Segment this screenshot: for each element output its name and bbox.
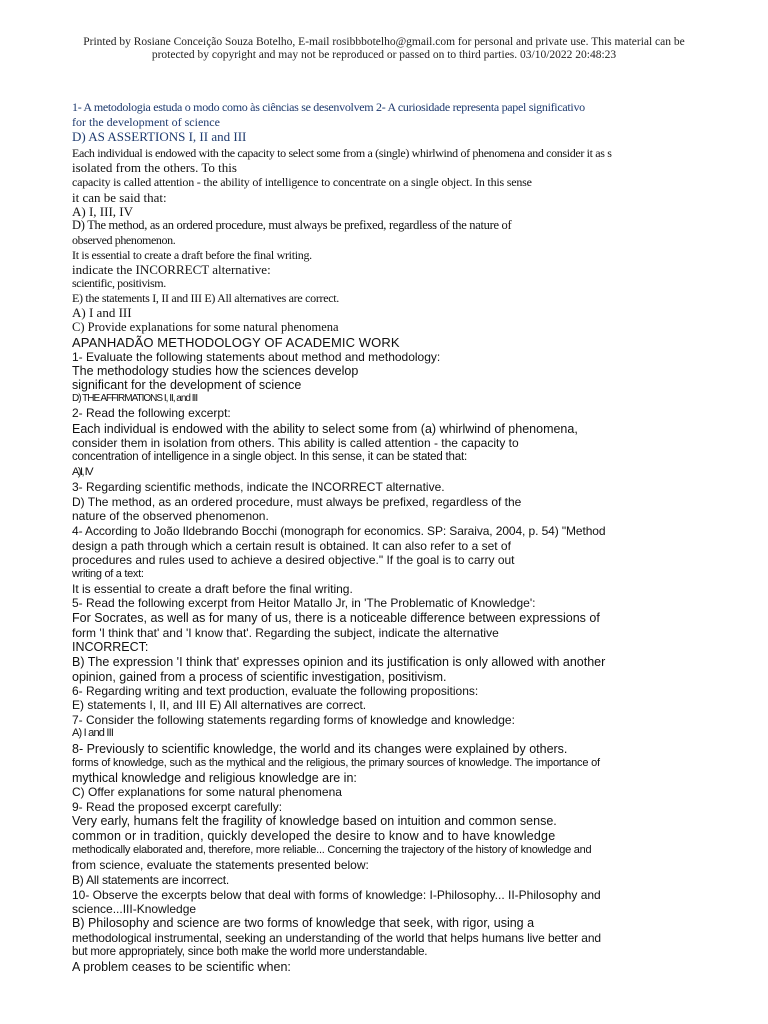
question-heading: 3- Regarding scientific methods, indicate the INCORRECT alternative. — [72, 480, 445, 494]
print-notice-header — [40, 36, 728, 62]
text-line: design a path through which a certain result is obtained. It can also refer to a set of — [72, 539, 511, 553]
text-line: procedures and rules used to achieve a desired objective." If the goal is to carry out — [72, 553, 515, 567]
text-line: writing of a text: — [72, 568, 144, 580]
text-line: Each individual is endowed with the ability to select some from (a) whirlwind of phenomena, — [72, 422, 578, 436]
question-heading: 2- Read the following excerpt: — [72, 406, 231, 420]
answer-line: B) Philosophy and science are two forms of knowledge that seek, with rigor, using a — [72, 916, 535, 930]
text-line: form 'I think that' and 'I know that'. Regarding the subject, indicate the alternative — [72, 626, 499, 640]
question-heading: A problem ceases to be scientific when: — [72, 960, 291, 974]
section-title: APANHADÃO METHODOLOGY OF ACADEMIC WORK — [72, 335, 400, 350]
text-line: scientific, positivism. — [72, 276, 166, 290]
text-line: indicate the INCORRECT alternative: — [72, 262, 271, 277]
answer-line: but more appropriately, since both make the world more understandable. — [72, 946, 428, 958]
text-line: from science, evaluate the statements presented below: — [72, 858, 369, 872]
text-line: D) The method, as an ordered procedure, must always be prefixed, regardless of the — [72, 495, 522, 509]
text-line: For Socrates, as well as for many of us, there is a noticeable difference between expressions of — [72, 611, 600, 625]
text-line: concentration of intelligence in a single object. In this sense, it can be stated that: — [72, 451, 467, 463]
text-line: significant for the development of science — [72, 378, 302, 392]
text-line: methodically elaborated and, therefore, more reliable... Concerning the trajectory of the history of knowledge and — [72, 844, 592, 856]
text-line: common or in tradition, quickly developed the desire to know and to have knowledge — [72, 829, 556, 843]
answer-line: methodological instrumental, seeking an understanding of the world that helps humans live better and — [72, 931, 601, 945]
answer-line: B) All statements are incorrect. — [72, 873, 229, 887]
text-line: mythical knowledge and religious knowledge are in: — [72, 771, 357, 785]
answer-line: opinion, gained from a process of scientific investigation, positivism. — [72, 670, 447, 684]
answer-line: It is essential to create a draft before the final writing. — [72, 582, 353, 596]
answer-line: B) The expression 'I think that' expresses opinion and its justification is only allowed with another — [72, 655, 606, 669]
text-line: 1- A metodologia estuda o modo como às ciências se desenvolvem 2- A curiosidade representa papel significativo — [72, 100, 585, 114]
question-heading: 4- According to João Ildebrando Bocchi (monograph for economics. SP: Saraiva, 2004, p. 54) "Method — [72, 524, 606, 538]
text-line: forms of knowledge, such as the mythical and the religious, the primary sources of knowledge. The importance of — [72, 757, 600, 769]
answer-line: E) statements I, II, and III E) All alternatives are correct. — [72, 698, 367, 712]
text-line: isolated from the others. To this — [72, 160, 237, 175]
answer-line: A)I, IV — [72, 466, 93, 478]
answer-line: A) I and III — [72, 727, 114, 739]
answer-line: D) THE AFFIRMATIONS I, II, and III — [72, 393, 198, 404]
text-line: nature of the observed phenomenon. — [72, 509, 269, 523]
answer-line: C) Offer explanations for some natural phenomena — [72, 785, 342, 799]
text-line: it can be said that: — [72, 190, 167, 205]
text-line: for the development of science — [72, 115, 220, 129]
text-line: science...III-Knowledge — [72, 902, 197, 916]
question-heading: 6- Regarding writing and text production, evaluate the following propositions: — [72, 684, 479, 698]
question-heading: 9- Read the proposed excerpt carefully: — [72, 800, 283, 814]
text-line: E) the statements I, II and III E) All alternatives are correct. — [72, 291, 340, 305]
question-heading: 7- Consider the following statements regarding forms of knowledge and knowledge: — [72, 713, 515, 727]
question-heading: 5- Read the following excerpt from Heitor Matallo Jr, in 'The Problematic of Knowledge': — [72, 596, 536, 610]
text-line: D) AS ASSERTIONS I, II and III — [72, 129, 247, 144]
text-line: observed phenomenon. — [72, 233, 176, 247]
text-line: Very early, humans felt the fragility of knowledge based on intuition and common sense. — [72, 814, 557, 828]
text-line: The methodology studies how the sciences develop — [72, 364, 359, 378]
question-heading: 1- Evaluate the following statements about method and methodology: — [72, 350, 441, 364]
text-line: It is essential to create a draft before the final writing. — [72, 248, 312, 262]
text-line: D) The method, as an ordered procedure, must always be prefixed, regardless of the nature of — [72, 218, 512, 232]
print-notice-line-2: protected by copyright and may not be reproduced or passed on to third parties. 03/10/2022 20:48:23 — [151, 49, 617, 61]
text-line: A) I and III — [72, 305, 132, 320]
text-line: C) Provide explanations for some natural phenomena — [72, 320, 339, 334]
text-line: INCORRECT: — [72, 640, 149, 654]
text-line: consider them in isolation from others. This ability is called attention - the capacity to — [72, 436, 519, 450]
text-line: capacity is called attention - the ability of intelligence to concentrate on a single object. In this sense — [72, 175, 532, 189]
question-heading: 8- Previously to scientific knowledge, the world and its changes were explained by others. — [72, 742, 568, 756]
print-notice-line-1: Printed by Rosiane Conceição Souza Botelho, E-mail rosibbbotelho@gmail.com for personal and private use. This material can be — [83, 36, 685, 48]
text-line: Each individual is endowed with the capacity to select some from a (single) whirlwind of phenomena and consider it as s — [72, 146, 612, 160]
text-line: A) I, III, IV — [72, 204, 134, 219]
question-heading: 10- Observe the excerpts below that deal with forms of knowledge: I-Philosophy... II-Philosophy and — [72, 888, 601, 902]
